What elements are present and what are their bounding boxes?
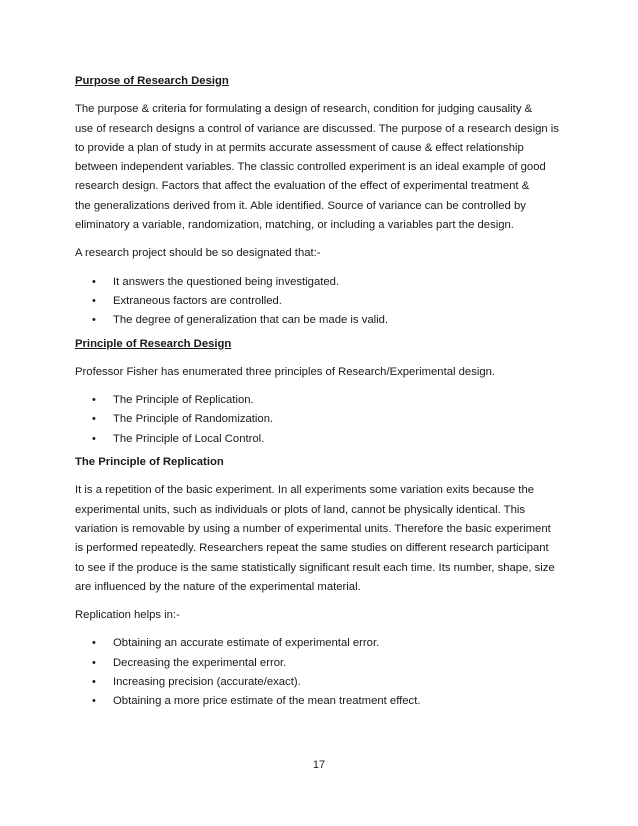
list-item xyxy=(75,410,565,429)
replication-line: It is a repetition of the basic experiment. In all experiments some variation exits because the xyxy=(75,484,535,497)
list-item xyxy=(75,673,565,692)
replication-line: is performed repeatedly. Researchers repeat the same studies on different research participant xyxy=(75,542,549,555)
document-page xyxy=(75,72,565,716)
purpose-line: research design. Factors that affect the evaluation of the effect of experimental treatment & xyxy=(75,180,530,193)
bullet-icon: • xyxy=(92,432,96,445)
replication-line: variation is removable by using a number of experimental units. Therefore the basic experiment xyxy=(75,522,551,535)
list-item-text: The degree of generalization that can be made is valid. xyxy=(113,314,389,327)
purpose-paragraph xyxy=(75,100,565,235)
replication-paragraph xyxy=(75,481,565,597)
bullet-icon: • xyxy=(92,394,96,407)
principle-bullet-list xyxy=(75,391,565,449)
page-number: 17 xyxy=(312,759,326,771)
list-item-text: Decreasing the experimental error. xyxy=(113,656,287,669)
list-item-text: Obtaining an accurate estimate of experimental error. xyxy=(113,637,380,650)
replication-heading: The Principle of Replication xyxy=(75,456,224,469)
list-item-text: The Principle of Local Control. xyxy=(113,432,265,445)
bullet-icon: • xyxy=(92,294,96,307)
principle-paragraph: Professor Fisher has enumerated three principles of Research/Experimental design. xyxy=(75,365,496,378)
list-item xyxy=(75,634,565,653)
list-item xyxy=(75,273,565,292)
list-item-text: Extraneous factors are controlled. xyxy=(113,294,282,307)
purpose-line: use of research designs a control of variance are discussed. The purpose of a research design is xyxy=(75,122,559,135)
purpose-line: between independent variables. The classic controlled experiment is an ideal example of good xyxy=(75,161,546,174)
purpose-line: to provide a plan of study in at permits accurate assessment of cause & effect relationship xyxy=(75,141,524,154)
list-item xyxy=(75,391,565,410)
bullet-icon: • xyxy=(92,637,96,650)
bullet-icon: • xyxy=(92,275,96,288)
list-item xyxy=(75,654,565,673)
purpose-heading: Purpose of Research Design xyxy=(75,75,229,87)
principle-heading: Principle of Research Design xyxy=(75,337,232,350)
purpose-line: eliminatory a variable, randomization, matching, or including a variables part the design. xyxy=(75,219,514,232)
purpose-bullet-list xyxy=(75,273,565,331)
bullet-icon: • xyxy=(92,413,96,426)
replication-intro: Replication helps in:- xyxy=(75,609,180,622)
bullet-icon: • xyxy=(92,676,96,689)
list-item-text: The Principle of Randomization. xyxy=(113,413,274,426)
list-item-text: The Principle of Replication. xyxy=(113,394,254,407)
purpose-intro: A research project should be so designated that:- xyxy=(75,247,321,260)
list-item xyxy=(75,692,565,711)
list-item xyxy=(75,311,565,330)
replication-line: are influenced by the nature of the experimental material. xyxy=(75,580,361,593)
bullet-icon: • xyxy=(92,314,96,327)
list-item-text: It answers the questioned being investigated. xyxy=(113,275,340,288)
purpose-line: The purpose & criteria for formulating a design of research, condition for judging causality & xyxy=(75,103,533,116)
list-item-text: Obtaining a more price estimate of the mean treatment effect. xyxy=(113,695,421,708)
list-item xyxy=(75,292,565,311)
replication-line: to see if the produce is the same statistically significant result each time. Its number, shape, size xyxy=(75,561,555,574)
list-item xyxy=(75,430,565,449)
purpose-line: the generalizations derived from it. Able identified. Source of variance can be controlled by xyxy=(75,199,526,212)
list-item-text: Increasing precision (accurate/exact). xyxy=(113,676,301,689)
bullet-icon: • xyxy=(92,695,96,708)
replication-bullet-list xyxy=(75,634,565,711)
replication-line: experimental units, such as individuals or plots of land, cannot be physically identical. This xyxy=(75,503,526,516)
bullet-icon: • xyxy=(92,656,96,669)
